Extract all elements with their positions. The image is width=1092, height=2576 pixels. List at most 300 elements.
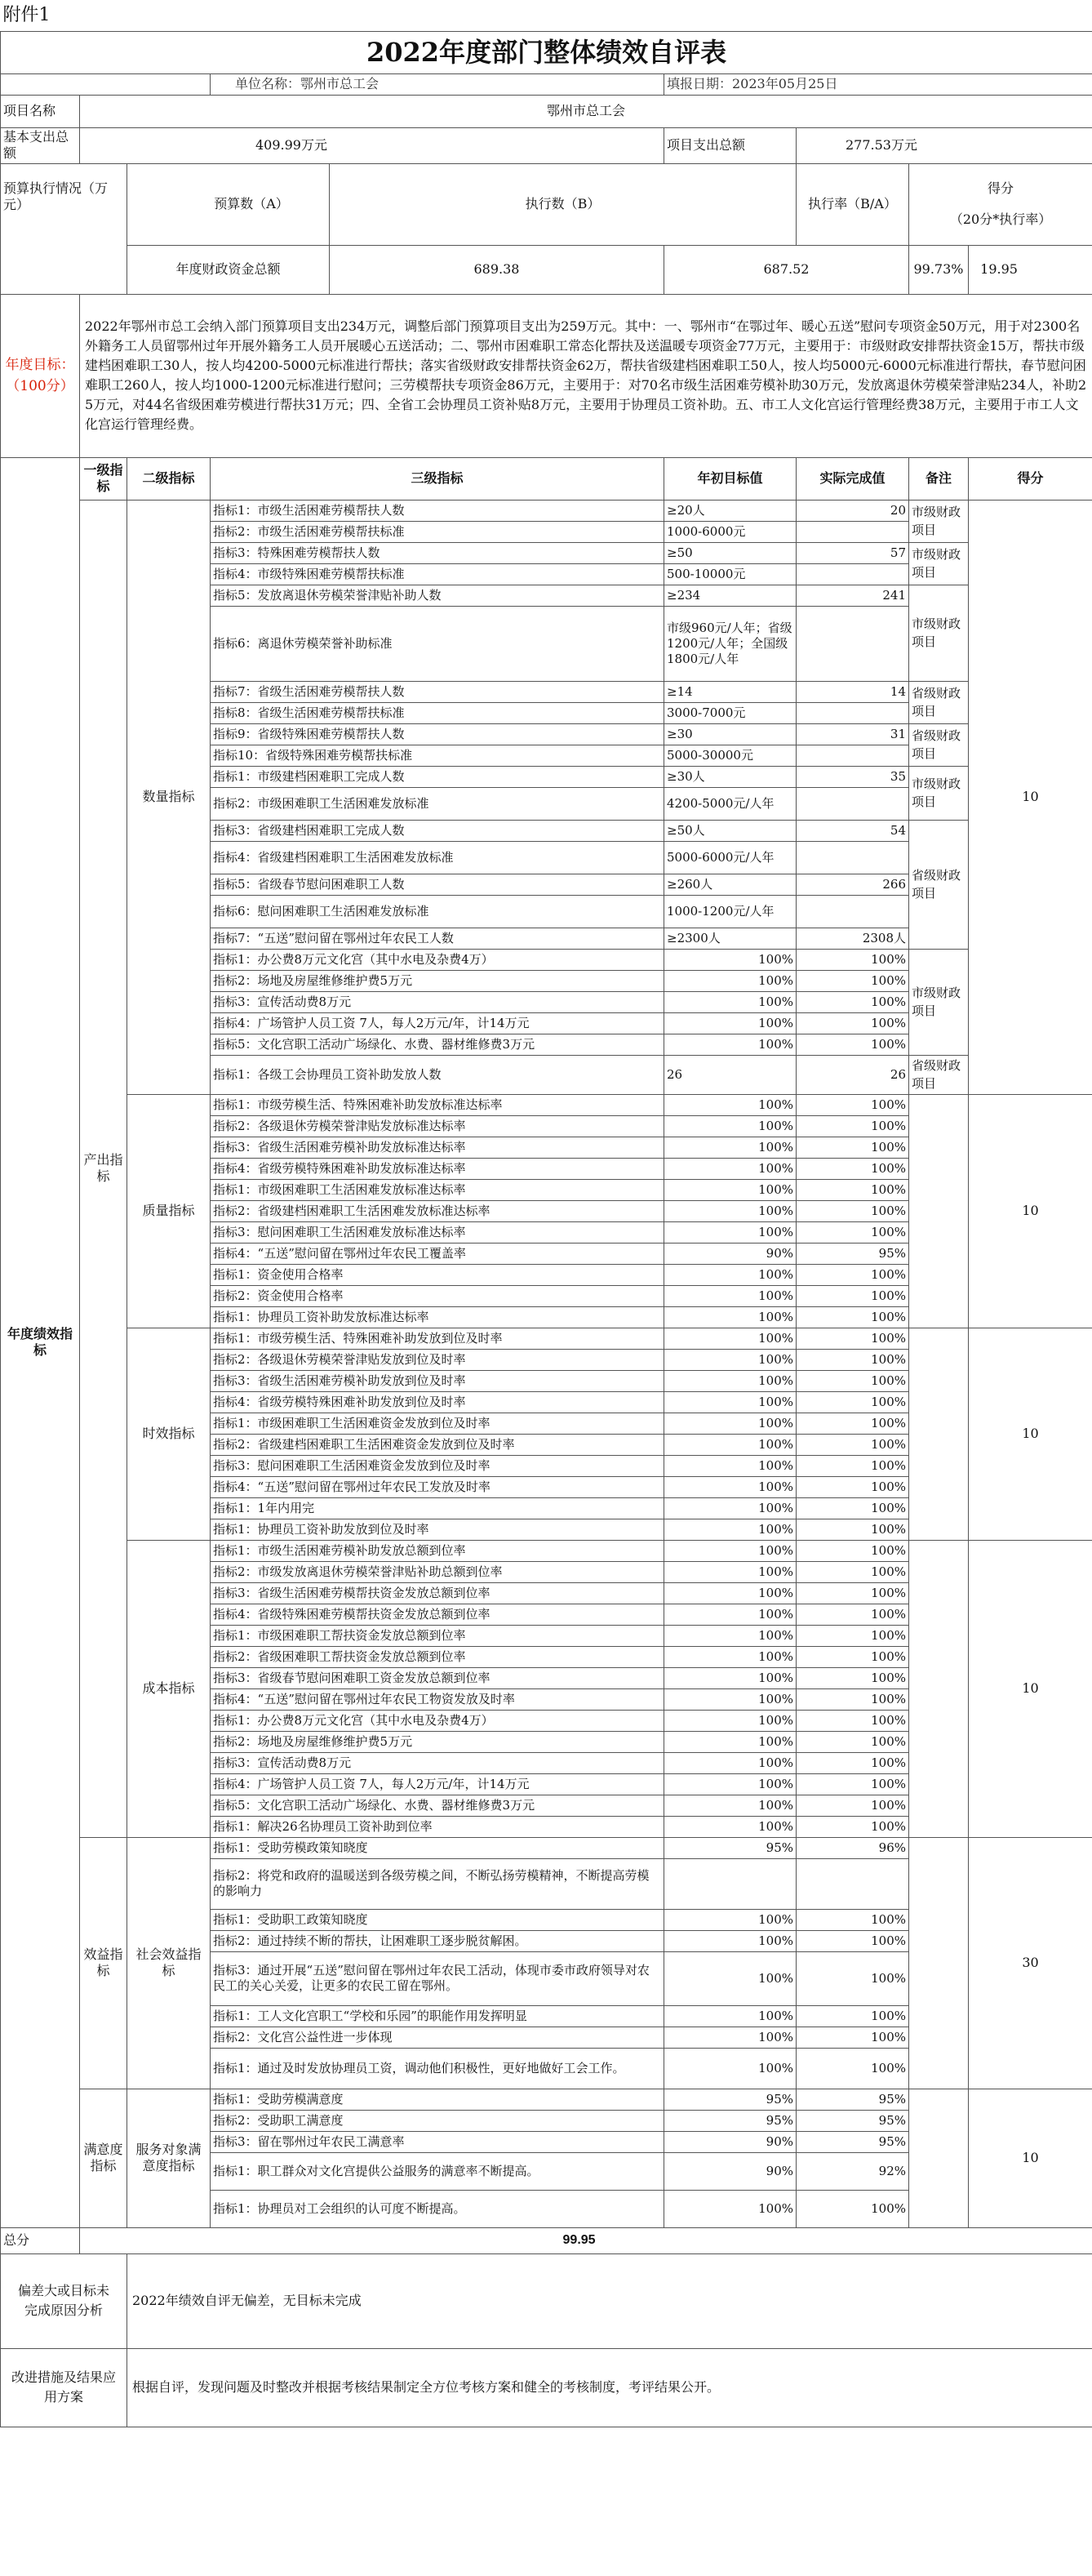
- indicator-row-quality: [1, 1094, 1092, 1115]
- indicator-actual: 31: [797, 723, 909, 745]
- indicator-actual: 100%: [797, 1158, 909, 1179]
- indicator-name: 指标5：省级春节慰问困难职工人数: [211, 874, 664, 895]
- indicator-name: 指标9：省级特殊困难劳模帮扶人数: [211, 723, 664, 745]
- indicator-name: 指标6：慰问困难职工生活困难发放标准: [211, 895, 664, 928]
- indicator-target: 100%: [664, 1137, 797, 1158]
- indicator-actual: 95%: [797, 2131, 909, 2152]
- indicator-name: 指标2：资金使用合格率: [211, 1285, 664, 1306]
- indicator-target: 100%: [664, 1625, 797, 1646]
- indicator-name: 指标2：省级困难职工帮扶资金发放总额到位率: [211, 1646, 664, 1667]
- header-second: 二级指标: [127, 457, 211, 500]
- indicator-name: 指标3：通过开展“五送”慰问留在鄂州过年农民工活动，体现市委市政府领导对农民工的关心关爱，让更多的农民工留在鄂州。: [211, 1951, 664, 2005]
- indicator-target: 3000-7000元: [664, 702, 797, 723]
- indicator-target: 100%: [664, 1909, 797, 1930]
- indicator-actual: 100%: [797, 1094, 909, 1115]
- indicator-actual: 100%: [797, 1306, 909, 1328]
- indicator-name: 指标1：市级困难职工帮扶资金发放总额到位率: [211, 1625, 664, 1646]
- budget-a-header: 预算数（A）: [127, 163, 330, 245]
- indicator-actual: [797, 563, 909, 585]
- header-score: 得分: [969, 457, 1092, 500]
- indicator-actual: 100%: [797, 1285, 909, 1306]
- indicator-row-quantity: [1, 500, 1092, 521]
- annual-a: 689.38: [330, 245, 664, 294]
- indicator-actual: 100%: [797, 1930, 909, 1951]
- indicator-name: 指标1：市级生活困难劳模补助发放总额到位率: [211, 1540, 664, 1561]
- group-score: 30: [969, 1837, 1092, 2089]
- indicator-actual: [797, 787, 909, 820]
- blank-cell: [1, 73, 211, 95]
- indicator-name: 指标3：省级春节慰问困难职工资金发放总额到位率: [211, 1667, 664, 1688]
- indicator-target: 100%: [664, 1455, 797, 1476]
- indicator-target: 100%: [664, 1795, 797, 1816]
- indicator-header-row: [1, 457, 1092, 500]
- improve-text: 根据自评，发现问题及时整改并根据考核结果制定全方位考核方案和健全的考核制度，考评结果公开。: [127, 2348, 1092, 2427]
- indicator-target: 1000-1200元/人年: [664, 895, 797, 928]
- indicator-actual: 100%: [797, 1604, 909, 1625]
- indicator-note: 市级财政项目: [909, 542, 969, 585]
- indicator-actual: 95%: [797, 2110, 909, 2131]
- indicator-actual: 100%: [797, 1200, 909, 1221]
- budget-header-row: [1, 163, 1092, 245]
- group-service: 服务对象满意度指标: [127, 2089, 211, 2227]
- indicator-target: 100%: [664, 1773, 797, 1795]
- indicator-actual: 95%: [797, 2089, 909, 2110]
- indicator-row-cost: [1, 1540, 1092, 1561]
- indicator-actual: 100%: [797, 1012, 909, 1034]
- annual-score: 19.95: [969, 245, 1092, 294]
- indicator-target: 100%: [664, 970, 797, 991]
- project-expense-label: 项目支出总额: [664, 127, 797, 163]
- indicator-name: 指标2：受助职工满意度: [211, 2110, 664, 2131]
- group-quantity: 数量指标: [127, 500, 211, 1094]
- exec-b-header: 执行数（B）: [330, 163, 797, 245]
- basic-expense-label: 基本支出总额: [1, 127, 80, 163]
- group-score: 10: [969, 500, 1092, 1094]
- indicator-target: 100%: [664, 1285, 797, 1306]
- indicator-target: 500-10000元: [664, 563, 797, 585]
- indicator-actual: 100%: [797, 1349, 909, 1370]
- indicator-actual: 100%: [797, 1328, 909, 1349]
- group-timeliness: 时效指标: [127, 1328, 211, 1540]
- indicator-note: 市级财政项目: [909, 766, 969, 820]
- indicator-actual: 100%: [797, 1540, 909, 1561]
- indicator-actual: 241: [797, 585, 909, 606]
- group-score: 10: [969, 1328, 1092, 1540]
- indicator-target: ≥14: [664, 681, 797, 702]
- indicator-target: 95%: [664, 2089, 797, 2110]
- indicator-note: [909, 1837, 969, 2089]
- indicator-actual: [797, 1858, 909, 1909]
- improve-row: [1, 2348, 1092, 2427]
- indicator-name: 指标7：省级生活困难劳模帮扶人数: [211, 681, 664, 702]
- indicator-target: ≥50: [664, 542, 797, 563]
- indicator-name: 指标4：省级劳模特殊困难补助发放到位及时率: [211, 1391, 664, 1413]
- indicator-actual: 100%: [797, 949, 909, 970]
- indicator-name: 指标4：广场管护人员工资 7人，每人2万元/年，计14万元: [211, 1773, 664, 1795]
- indicator-actual: 100%: [797, 2005, 909, 2027]
- indicator-name: 指标3：特殊困难劳模帮扶人数: [211, 542, 664, 563]
- indicator-name: 指标2：将党和政府的温暖送到各级劳模之间，不断弘扬劳模精神，不断提高劳模的影响力: [211, 1858, 664, 1909]
- indicator-note: 市级财政项目: [909, 949, 969, 1055]
- indicator-target: 1000-6000元: [664, 521, 797, 542]
- indicator-target: ≥234: [664, 585, 797, 606]
- indicator-name: 指标1：市级劳模生活、特殊困难补助发放到位及时率: [211, 1328, 664, 1349]
- indicator-target: 90%: [664, 2152, 797, 2190]
- indicator-note: [909, 1094, 969, 1328]
- indicator-name: 指标4：省级劳模特殊困难补助发放标准达标率: [211, 1158, 664, 1179]
- project-expense-value: 277.53万元: [797, 127, 1092, 163]
- indicator-actual: 100%: [797, 1221, 909, 1243]
- indicator-actual: 96%: [797, 1837, 909, 1858]
- indicator-actual: 20: [797, 500, 909, 521]
- indicator-actual: [797, 521, 909, 542]
- indicator-target: 100%: [664, 2027, 797, 2048]
- annual-b: 687.52: [664, 245, 909, 294]
- indicator-name: 指标2：市级困难职工生活困难发放标准: [211, 787, 664, 820]
- indicator-actual: [797, 606, 909, 681]
- goal-label: 年度目标：（100分）: [1, 294, 80, 457]
- indicator-target: 100%: [664, 1221, 797, 1243]
- indicator-note: 省级财政项目: [909, 1055, 969, 1094]
- indicator-target: 100%: [664, 1930, 797, 1951]
- indicator-actual: 100%: [797, 2190, 909, 2227]
- indicator-actual: 100%: [797, 1497, 909, 1519]
- indicator-note: 省级财政项目: [909, 820, 969, 949]
- indicator-actual: 100%: [797, 1561, 909, 1582]
- indicator-name: 指标1：受助劳模政策知晓度: [211, 1837, 664, 1858]
- indicator-name: 指标2：市级生活困难劳模帮扶标准: [211, 521, 664, 542]
- indicator-actual: 26: [797, 1055, 909, 1094]
- group-score: 10: [969, 1094, 1092, 1328]
- annual-funds-row: [1, 245, 1092, 294]
- indicator-name: 指标2：各级退休劳模荣誉津贴发放标准达标率: [211, 1115, 664, 1137]
- group-score: 10: [969, 2089, 1092, 2227]
- indicator-target: 100%: [664, 1012, 797, 1034]
- indicator-name: 指标1：办公费8万元文化宫（其中水电及杂费4万）: [211, 949, 664, 970]
- indicator-target: 100%: [664, 1752, 797, 1773]
- indicator-name: 指标3：省级建档困难职工完成人数: [211, 820, 664, 841]
- indicator-target: 26: [664, 1055, 797, 1094]
- score-header-line2: （20分*执行率）: [949, 211, 1052, 227]
- indicator-actual: 100%: [797, 1688, 909, 1710]
- goal-text: 2022年鄂州市总工会纳入部门预算项目支出234万元，调整后部门预算项目支出为259万元。其中：一、鄂州市“在鄂过年、暖心五送”慰问专项资金50万元，用于对2300名外籍务工人员留鄂州过年开展外籍务工人员开展暖心五送活动；二、鄂州市困难职工常态化帮扶及送温暖专项资金77万元，主要用于：市级财政安排帮扶资金15万，帮扶市级建档困难职工30人，按人均4200-5000元标准进行帮扶；落实省级财政安排帮扶资金62万，帮扶省级建档困难职工50人，按人均5000元-6000元标准进行帮扶，春节慰问困难职工260人，按人均1000-1200元标准进行慰问；三劳模帮扶专项资金86万元，主要用于：对70名市级生活困难劳模补助30万元，发放离退休劳模荣誉津贴234人，补助25万元，对44名省级困难劳模进行帮扶31万元；四、全省工会协理员工资补贴8万元，主要用于协理员工资补助。五、市工人文化宫运行管理经费38万元，主要用于市工人文化宫运行管理经费。: [80, 294, 1092, 457]
- blank-cell: [127, 0, 1092, 31]
- indicator-target: 100%: [664, 1497, 797, 1519]
- indicator-note: [909, 1540, 969, 1837]
- indicator-name: 指标4：广场管护人员工资 7人，每人2万元/年，计14万元: [211, 1012, 664, 1034]
- indicator-name: 指标6：离退休劳模荣誉补助标准: [211, 606, 664, 681]
- indicator-target: 100%: [664, 2048, 797, 2089]
- indicator-name: 指标3：省级生活困难劳模补助发放到位及时率: [211, 1370, 664, 1391]
- indicator-actual: 100%: [797, 1115, 909, 1137]
- indicator-row-timeliness: [1, 1328, 1092, 1349]
- group-quality: 质量指标: [127, 1094, 211, 1328]
- indicator-name: 指标3：慰问困难职工生活困难资金发放到位及时率: [211, 1455, 664, 1476]
- indicator-actual: 95%: [797, 1243, 909, 1264]
- header-actual: 实际完成值: [797, 457, 909, 500]
- total-label: 总分: [1, 2227, 80, 2253]
- indicator-name: 指标1：资金使用合格率: [211, 1264, 664, 1285]
- indicator-target: ≥30人: [664, 766, 797, 787]
- indicator-target: [664, 1858, 797, 1909]
- indicator-name: 指标3：省级生活困难劳模帮扶资金发放总额到位率: [211, 1582, 664, 1604]
- indicator-name: 指标1：协理员工资补助发放标准达标率: [211, 1306, 664, 1328]
- indicator-name: 指标3：省级生活困难劳模补助发放标准达标率: [211, 1137, 664, 1158]
- indicator-name: 指标2：场地及房屋维修维护费5万元: [211, 1731, 664, 1752]
- header-third: 三级指标: [211, 457, 664, 500]
- indicator-target: 100%: [664, 1434, 797, 1455]
- indicator-actual: 14: [797, 681, 909, 702]
- indicator-target: 100%: [664, 1413, 797, 1434]
- exec-rate-header: 执行率（B/A）: [797, 163, 909, 245]
- indicator-row-social: [1, 1837, 1092, 1858]
- indicator-target: 100%: [664, 1179, 797, 1200]
- indicator-actual: [797, 841, 909, 874]
- indicator-actual: 100%: [797, 1667, 909, 1688]
- budget-exec-label: 预算执行情况（万元）: [1, 163, 127, 294]
- indicator-name: 指标3：留在鄂州过年农民工满意率: [211, 2131, 664, 2152]
- indicator-target: 100%: [664, 1710, 797, 1731]
- improve-label: 改进措施及结果应用方案: [1, 2348, 127, 2427]
- indicator-actual: 100%: [797, 1391, 909, 1413]
- indicator-target: 90%: [664, 1243, 797, 1264]
- indicator-name: 指标1：市级困难职工生活困难资金发放到位及时率: [211, 1413, 664, 1434]
- indicator-actual: [797, 895, 909, 928]
- indicator-target: 100%: [664, 1731, 797, 1752]
- indicator-name: 指标1：市级困难职工生活困难发放标准达标率: [211, 1179, 664, 1200]
- indicator-actual: 100%: [797, 1816, 909, 1837]
- indicator-actual: 100%: [797, 991, 909, 1012]
- basic-expense-value: 409.99万元: [80, 127, 664, 163]
- indicator-target: 95%: [664, 2110, 797, 2131]
- indicator-target: 100%: [664, 2005, 797, 2027]
- indicator-name: 指标2：市级发放离退休劳模荣誉津贴补助总额到位率: [211, 1561, 664, 1582]
- indicator-actual: 100%: [797, 1519, 909, 1540]
- indicator-note: 省级财政项目: [909, 723, 969, 766]
- indicator-target: 90%: [664, 2131, 797, 2152]
- project-name-row: [1, 95, 1092, 127]
- indicator-target: 95%: [664, 1837, 797, 1858]
- attachment-row: [1, 0, 1092, 31]
- indicator-name: 指标1：受助职工政策知晓度: [211, 1909, 664, 1930]
- indicator-name: 指标4：市级特殊困难劳模帮扶标准: [211, 563, 664, 585]
- goal-row: [1, 294, 1092, 457]
- annual-rate: 99.73%: [909, 245, 969, 294]
- indicator-name: 指标4：“五送”慰问留在鄂州过年农民工物资发放及时率: [211, 1688, 664, 1710]
- indicator-actual: 100%: [797, 970, 909, 991]
- indicator-name: 指标1：市级建档困难职工完成人数: [211, 766, 664, 787]
- indicator-target: 100%: [664, 1349, 797, 1370]
- annual-funds-label: 年度财政资金总额: [127, 245, 330, 294]
- level1-annual-perf: 年度绩效指标: [1, 457, 80, 2227]
- indicator-name: 指标2：各级退休劳模荣誉津贴发放到位及时率: [211, 1349, 664, 1370]
- indicator-name: 指标3：宣传活动费8万元: [211, 1752, 664, 1773]
- indicator-target: ≥30: [664, 723, 797, 745]
- indicator-actual: 100%: [797, 1646, 909, 1667]
- indicator-name: 指标1：各级工会协理员工资补助发放人数: [211, 1055, 664, 1094]
- indicator-target: 市级960元/人年；省级1200元/人年；全国级1800元/人年: [664, 606, 797, 681]
- indicator-note: 市级财政项目: [909, 500, 969, 542]
- indicator-name: 指标4：“五送”慰问留在鄂州过年农民工发放及时率: [211, 1476, 664, 1497]
- deviation-row: [1, 2253, 1092, 2348]
- total-value: 99.95: [80, 2227, 1092, 2253]
- indicator-actual: 100%: [797, 1582, 909, 1604]
- indicator-actual: 100%: [797, 2048, 909, 2089]
- indicator-target: 100%: [664, 949, 797, 970]
- header-note: 备注: [909, 457, 969, 500]
- expense-row: [1, 127, 1092, 163]
- indicator-name: 指标7：“五送”慰问留在鄂州过年农民工人数: [211, 928, 664, 949]
- indicator-name: 指标3：宣传活动费8万元: [211, 991, 664, 1012]
- indicator-actual: 100%: [797, 1370, 909, 1391]
- indicator-actual: 100%: [797, 1951, 909, 2005]
- indicator-name: 指标5：文化宫职工活动广场绿化、水费、器材维修费3万元: [211, 1034, 664, 1055]
- group-social: 社会效益指标: [127, 1837, 211, 2089]
- indicator-target: 100%: [664, 1370, 797, 1391]
- indicator-name: 指标1：受助劳模满意度: [211, 2089, 664, 2110]
- indicator-name: 指标1：通过及时发放协理员工资，调动他们积极性，更好地做好工会工作。: [211, 2048, 664, 2089]
- indicator-actual: 266: [797, 874, 909, 895]
- indicator-actual: 57: [797, 542, 909, 563]
- indicator-actual: [797, 745, 909, 766]
- indicator-actual: 92%: [797, 2152, 909, 2190]
- indicator-name: 指标10：省级特殊困难劳模帮扶标准: [211, 745, 664, 766]
- unit-row: [1, 73, 1092, 95]
- indicator-target: ≥2300人: [664, 928, 797, 949]
- indicator-name: 指标1：1年内用完: [211, 1497, 664, 1519]
- score-header: [909, 163, 1092, 245]
- indicator-target: 100%: [664, 1034, 797, 1055]
- indicator-actual: 54: [797, 820, 909, 841]
- level1-benefit: 效益指标: [80, 1837, 127, 2089]
- indicator-target: 100%: [664, 1561, 797, 1582]
- indicator-name: 指标1：市级劳模生活、特殊困难补助发放标准达标率: [211, 1094, 664, 1115]
- deviation-text: 2022年绩效自评无偏差，无目标未完成: [127, 2253, 1092, 2348]
- indicator-row-service: [1, 2089, 1092, 2110]
- indicator-target: 100%: [664, 1667, 797, 1688]
- indicator-name: 指标5：发放离退休劳模荣誉津贴补助人数: [211, 585, 664, 606]
- indicator-target: ≥20人: [664, 500, 797, 521]
- indicator-actual: 100%: [797, 1434, 909, 1455]
- level1-output: 产出指标: [80, 500, 127, 1837]
- indicator-name: 指标2：文化宫公益性进一步体现: [211, 2027, 664, 2048]
- header-first: 一级指标: [80, 457, 127, 500]
- indicator-target: 100%: [664, 1540, 797, 1561]
- indicator-actual: 100%: [797, 1773, 909, 1795]
- indicator-note: [909, 1328, 969, 1540]
- indicator-target: ≥260人: [664, 874, 797, 895]
- level1-satisfaction: 满意度指标: [80, 2089, 127, 2227]
- indicator-name: 指标1：职工群众对文化宫提供公益服务的满意率不断提高。: [211, 2152, 664, 2190]
- indicator-name: 指标4：“五送”慰问留在鄂州过年农民工覆盖率: [211, 1243, 664, 1264]
- indicator-target: 100%: [664, 1200, 797, 1221]
- indicator-name: 指标1：市级生活困难劳模帮扶人数: [211, 500, 664, 521]
- indicator-target: 4200-5000元/人年: [664, 787, 797, 820]
- score-header-line1: 得分: [988, 180, 1014, 196]
- indicator-target: 5000-30000元: [664, 745, 797, 766]
- indicator-name: 指标4：省级建档困难职工生活困难发放标准: [211, 841, 664, 874]
- page-title: 2022年度部门整体绩效自评表: [1, 31, 1092, 73]
- header-target: 年初目标值: [664, 457, 797, 500]
- indicator-target: 100%: [664, 1115, 797, 1137]
- indicator-actual: 100%: [797, 1264, 909, 1285]
- indicator-target: 100%: [664, 1816, 797, 1837]
- indicator-name: 指标1：协理员工资补助发放到位及时率: [211, 1519, 664, 1540]
- indicator-target: 100%: [664, 1646, 797, 1667]
- indicator-actual: [797, 702, 909, 723]
- indicator-target: 100%: [664, 1264, 797, 1285]
- indicator-target: 100%: [664, 1306, 797, 1328]
- indicator-actual: 100%: [797, 1731, 909, 1752]
- attachment-label: 附件1: [1, 0, 127, 31]
- indicator-target: 100%: [664, 1582, 797, 1604]
- report-date: 填报日期：2023年05月25日: [664, 73, 1092, 95]
- indicator-note: 市级财政项目: [909, 585, 969, 681]
- group-cost: 成本指标: [127, 1540, 211, 1837]
- indicator-name: 指标3：慰问困难职工生活困难发放标准达标率: [211, 1221, 664, 1243]
- indicator-target: 100%: [664, 1688, 797, 1710]
- indicator-actual: 100%: [797, 1137, 909, 1158]
- indicator-target: 100%: [664, 1476, 797, 1497]
- indicator-actual: 100%: [797, 1034, 909, 1055]
- unit-name: 单位名称：鄂州市总工会: [211, 73, 664, 95]
- title-row: [1, 31, 1092, 73]
- indicator-actual: 100%: [797, 1413, 909, 1434]
- indicator-actual: 100%: [797, 1455, 909, 1476]
- project-name-value: 鄂州市总工会: [80, 95, 1092, 127]
- indicator-actual: 100%: [797, 1909, 909, 1930]
- indicator-target: 100%: [664, 991, 797, 1012]
- indicator-target: 5000-6000元/人年: [664, 841, 797, 874]
- indicator-actual: 100%: [797, 1179, 909, 1200]
- indicator-target: 100%: [664, 1328, 797, 1349]
- indicator-target: 100%: [664, 2190, 797, 2227]
- indicator-name: 指标2：场地及房屋维修维护费5万元: [211, 970, 664, 991]
- indicator-name: 指标1：协理员对工会组织的认可度不断提高。: [211, 2190, 664, 2227]
- indicator-target: 100%: [664, 1951, 797, 2005]
- indicator-actual: 100%: [797, 1710, 909, 1731]
- indicator-actual: 35: [797, 766, 909, 787]
- indicator-target: ≥50人: [664, 820, 797, 841]
- group-score: 10: [969, 1540, 1092, 1837]
- indicator-target: 100%: [664, 1094, 797, 1115]
- indicator-target: 100%: [664, 1519, 797, 1540]
- indicator-name: 指标5：文化宫职工活动广场绿化、水费、器材维修费3万元: [211, 1795, 664, 1816]
- indicator-name: 指标2：省级建档困难职工生活困难资金发放到位及时率: [211, 1434, 664, 1455]
- indicator-note: 省级财政项目: [909, 681, 969, 723]
- indicator-name: 指标1：办公费8万元文化宫（其中水电及杂费4万）: [211, 1710, 664, 1731]
- indicator-name: 指标2：通过持续不断的帮扶，让困难职工逐步脱贫解困。: [211, 1930, 664, 1951]
- indicator-name: 指标2：省级建档困难职工生活困难发放标准达标率: [211, 1200, 664, 1221]
- indicator-actual: 100%: [797, 2027, 909, 2048]
- indicator-actual: 100%: [797, 1625, 909, 1646]
- indicator-actual: 2308人: [797, 928, 909, 949]
- indicator-name: 指标1：工人文化宫职工“学校和乐园”的职能作用发挥明显: [211, 2005, 664, 2027]
- indicator-target: 100%: [664, 1158, 797, 1179]
- indicator-actual: 100%: [797, 1795, 909, 1816]
- indicator-actual: 100%: [797, 1752, 909, 1773]
- indicator-target: 100%: [664, 1391, 797, 1413]
- indicator-name: 指标4：省级特殊困难劳模帮扶资金发放总额到位率: [211, 1604, 664, 1625]
- deviation-label: 偏差大或目标未完成原因分析: [1, 2253, 127, 2348]
- indicator-note: [909, 2089, 969, 2227]
- indicator-target: 100%: [664, 1604, 797, 1625]
- indicator-actual: 100%: [797, 1476, 909, 1497]
- indicator-name: 指标1：解决26名协理员工资补助到位率: [211, 1816, 664, 1837]
- total-row: [1, 2227, 1092, 2253]
- indicator-name: 指标8：省级生活困难劳模帮扶标准: [211, 702, 664, 723]
- project-name-label: 项目名称: [1, 95, 80, 127]
